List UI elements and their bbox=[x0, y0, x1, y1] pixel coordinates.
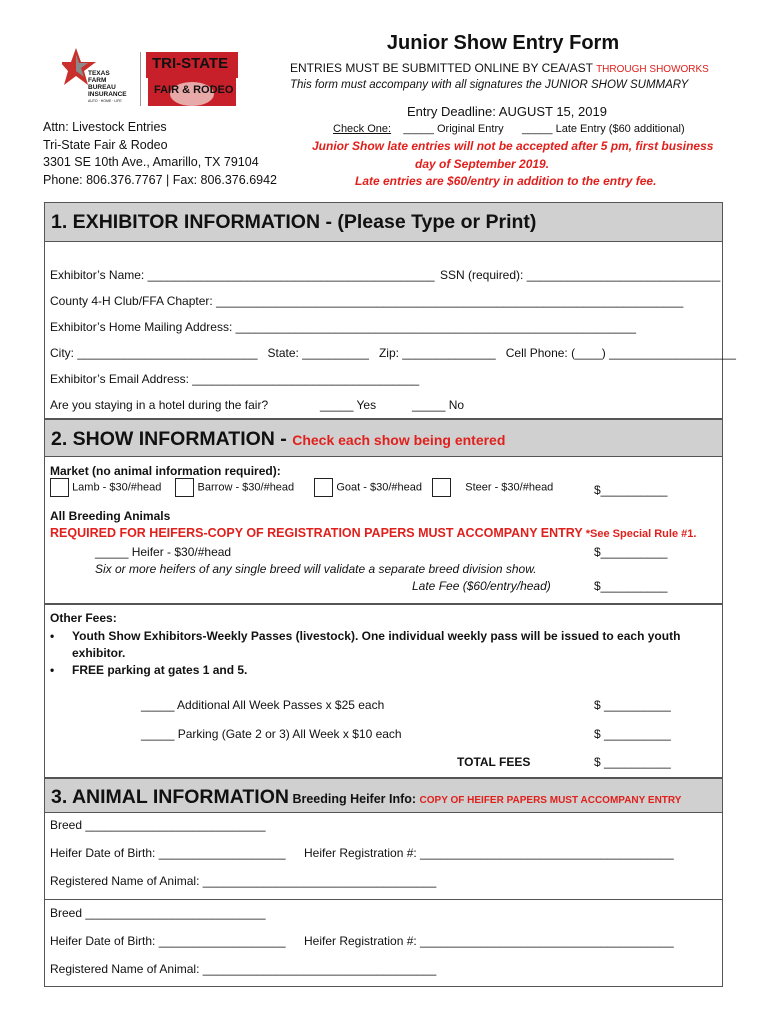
breed-field-1[interactable]: Breed ___________________________ bbox=[50, 818, 266, 832]
barrow-label: Barrow - $30/#head bbox=[197, 481, 295, 494]
late-fee-field[interactable]: $__________ bbox=[594, 579, 668, 593]
total-fees-field[interactable]: $ __________ bbox=[594, 755, 671, 769]
week-passes-fee[interactable]: $ __________ bbox=[594, 698, 671, 712]
breeding-label: All Breeding Animals bbox=[50, 509, 171, 523]
parking-line[interactable]: _____ Parking (Gate 2 or 3) All Week x $10 each bbox=[141, 727, 402, 741]
bullet-passes: • Youth Show Exhibitors-Weekly Passes (livestock). One individual weekly pass will be issued to each youth bbox=[50, 629, 681, 643]
steer-label: Steer - $30/#head bbox=[465, 481, 554, 494]
lamb-label: Lamb - $30/#head bbox=[72, 481, 162, 494]
late-note-3: Late entries are $60/entry in addition to the entry fee. bbox=[355, 174, 657, 188]
submit-note: ENTRIES MUST BE SUBMITTED ONLINE BY CEA/AST THROUGH SHOWORKS bbox=[290, 61, 709, 75]
logo-divider bbox=[140, 52, 141, 106]
bullet-parking: • FREE parking at gates 1 and 5. bbox=[50, 663, 248, 677]
email-field[interactable]: Exhibitor’s Email Address: __________________________________ bbox=[50, 372, 420, 386]
heifer-requirement: REQUIRED FOR HEIFERS-COPY OF REGISTRATION PAPERS MUST ACCOMPANY ENTRY *See Special Rule #1. bbox=[50, 526, 697, 540]
hotel-question: Are you staying in a hotel during the fair? bbox=[50, 398, 269, 412]
section2-header: 2. SHOW INFORMATION - Check each show being entered bbox=[44, 419, 723, 457]
county-club-field[interactable]: County 4-H Club/FFA Chapter: ______________________________________________________________________ bbox=[50, 294, 684, 308]
form-title: Junior Show Entry Form bbox=[386, 32, 620, 54]
market-fee-field[interactable]: $__________ bbox=[594, 483, 668, 497]
mailing-address: Attn: Livestock Entries Tri-State Fair & Rodeo 3301 SE 10th Ave., Amarillo, TX 79104 Phone: 806.376.7767 | Fax: 806.376.6942 bbox=[43, 120, 277, 187]
tri-state-fair-logo: TRI-STATE FAIR & RODEO bbox=[144, 48, 240, 110]
six-heifers-note: Six or more heifers of any single breed will validate a separate breed division show. bbox=[95, 562, 537, 576]
week-passes-line[interactable]: _____ Additional All Week Passes x $25 each bbox=[141, 698, 385, 712]
heifer-fee-field[interactable]: $__________ bbox=[594, 545, 668, 559]
dob-field-1[interactable]: Heifer Date of Birth: ___________________ bbox=[50, 846, 286, 860]
section3-header: 3. ANIMAL INFORMATION Breeding Heifer Info: COPY OF HEIFER PAPERS MUST ACCOMPANY ENTRY bbox=[44, 778, 723, 813]
city-state-zip-field[interactable]: City: ___________________________ State: __________ Zip: ______________ Cell Phone: (____) ___________________ bbox=[50, 346, 736, 360]
steer-checkbox[interactable] bbox=[432, 478, 451, 497]
late-note-2: day of September 2019. bbox=[415, 157, 550, 171]
mailing-address-field[interactable]: Exhibitor’s Home Mailing Address: ____________________________________________________________ bbox=[50, 320, 637, 334]
tfb-wordmark: TEXAS FARM BUREAU INSURANCE AUTO · HOME · LIFE bbox=[88, 70, 127, 103]
lamb-checkbox[interactable] bbox=[50, 478, 69, 497]
registered-name-field-1[interactable]: Registered Name of Animal: ___________________________________ bbox=[50, 874, 437, 888]
other-fees-title: Other Fees: bbox=[50, 611, 117, 625]
total-fees-label: TOTAL FEES bbox=[457, 755, 531, 769]
late-fee-label: Late Fee ($60/entry/head) bbox=[412, 579, 551, 593]
registration-field-2[interactable]: Heifer Registration #: ______________________________________ bbox=[304, 934, 674, 948]
late-note-1: Junior Show late entries will not be accepted after 5 pm, first business bbox=[312, 139, 714, 153]
market-row bbox=[50, 478, 553, 497]
breed-field-2[interactable]: Breed ___________________________ bbox=[50, 906, 266, 920]
entry-deadline: Entry Deadline: AUGUST 15, 2019 bbox=[407, 104, 607, 119]
parking-fee[interactable]: $ __________ bbox=[594, 727, 671, 741]
goat-checkbox[interactable] bbox=[314, 478, 333, 497]
dob-field-2[interactable]: Heifer Date of Birth: ___________________ bbox=[50, 934, 286, 948]
registration-field-1[interactable]: Heifer Registration #: ______________________________________ bbox=[304, 846, 674, 860]
check-one: Check One: _____ Original Entry _____ Late Entry ($60 additional) bbox=[333, 123, 685, 135]
heifer-line[interactable]: _____ Heifer - $30/#head bbox=[95, 545, 232, 559]
section1-header: 1. EXHIBITOR INFORMATION - (Please Type or Print) bbox=[44, 202, 723, 242]
hotel-no-option[interactable]: _____ No bbox=[412, 398, 465, 412]
ssn-field[interactable]: SSN (required): _____________________________ bbox=[440, 268, 721, 282]
goat-label: Goat - $30/#head bbox=[336, 481, 422, 494]
bullet-passes-cont: exhibitor. bbox=[72, 646, 126, 660]
exhibitor-name-field[interactable]: Exhibitor’s Name: ___________________________________________ bbox=[50, 268, 435, 282]
market-label: Market (no animal information required): bbox=[50, 464, 281, 478]
registered-name-field-2[interactable]: Registered Name of Animal: ___________________________________ bbox=[50, 962, 437, 976]
barrow-checkbox[interactable] bbox=[175, 478, 194, 497]
accompany-note: This form must accompany with all signatures the JUNIOR SHOW SUMMARY bbox=[290, 79, 689, 91]
hotel-yes-option[interactable]: _____ Yes bbox=[320, 398, 377, 412]
